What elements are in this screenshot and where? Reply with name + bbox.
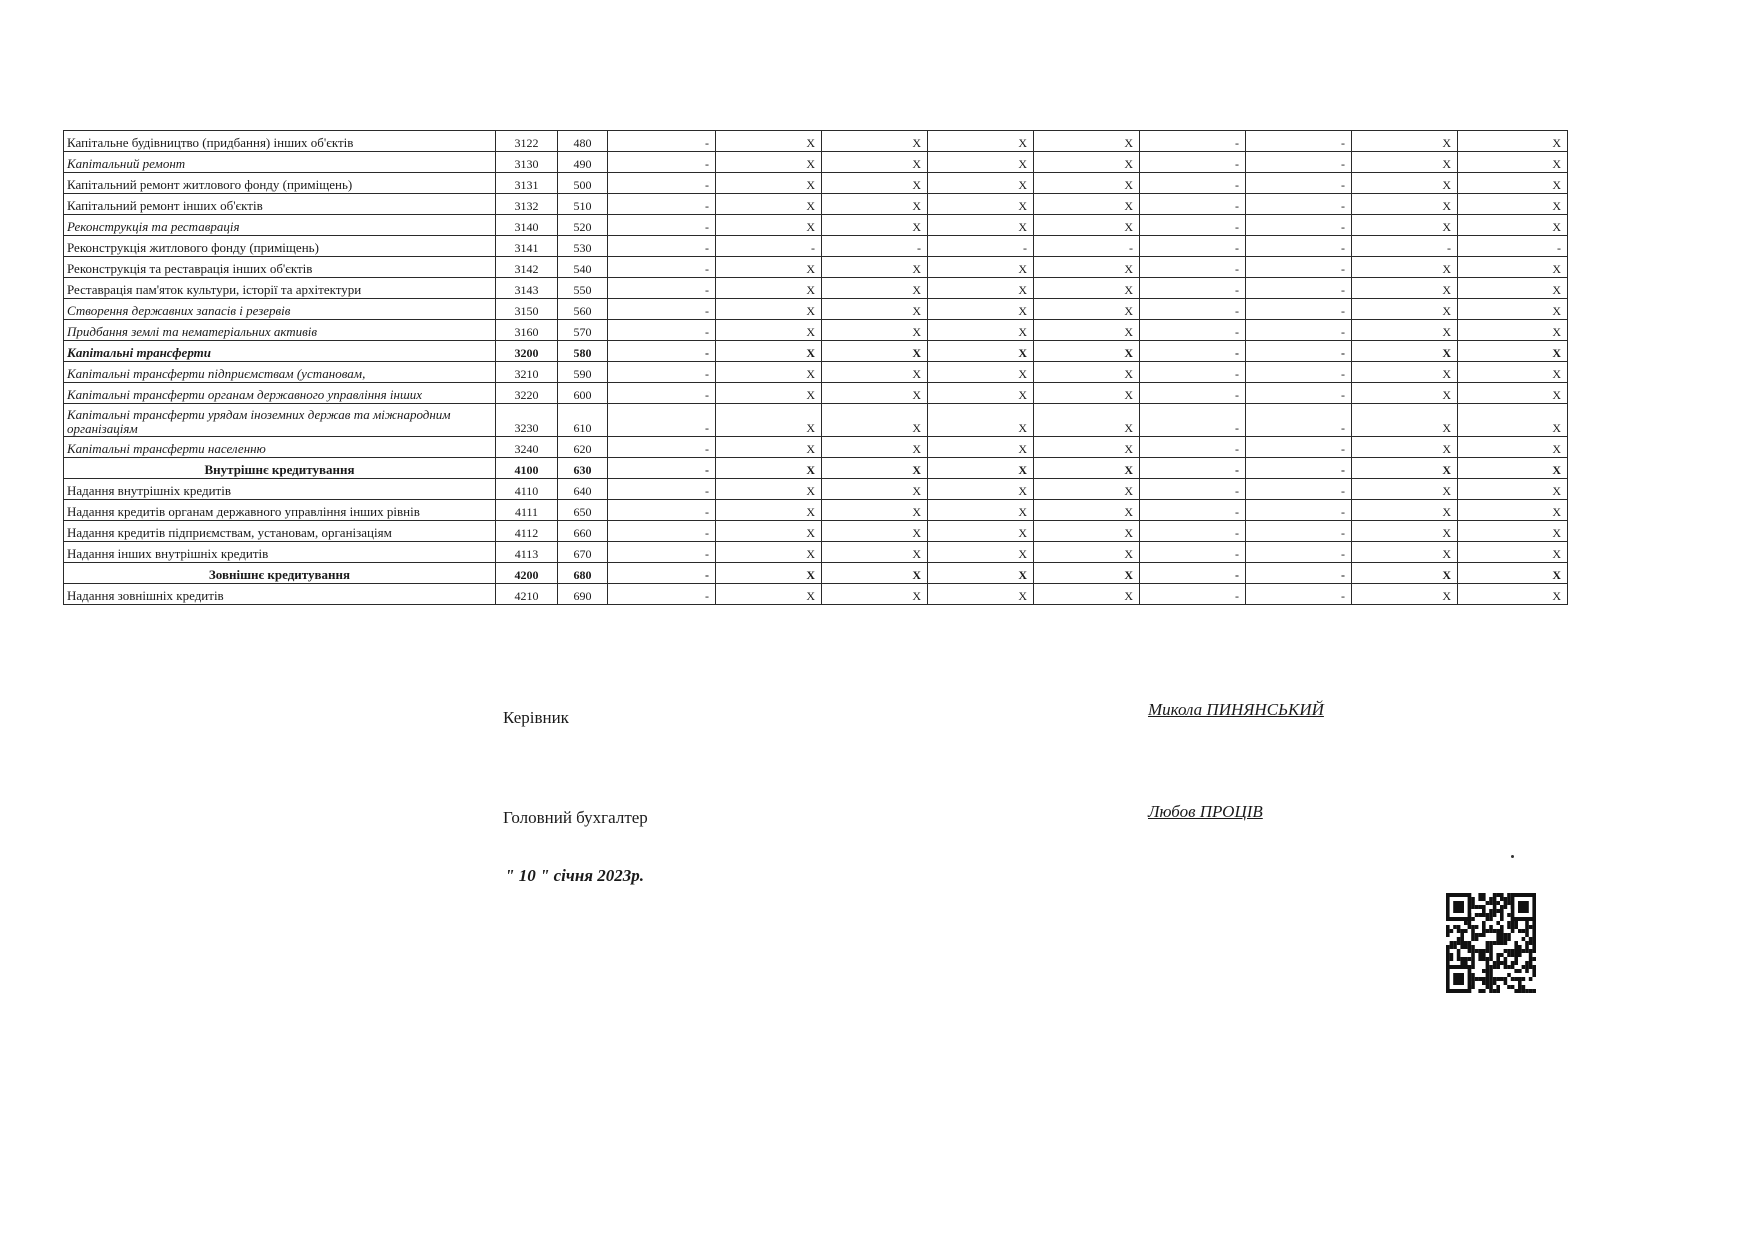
row-value: - bbox=[928, 236, 1034, 257]
row-line-code: 630 bbox=[558, 458, 608, 479]
row-value: X bbox=[1034, 320, 1140, 341]
row-value: X bbox=[1458, 173, 1568, 194]
row-value: X bbox=[1034, 131, 1140, 152]
row-value: X bbox=[928, 584, 1034, 605]
row-value: X bbox=[822, 152, 928, 173]
row-value: X bbox=[716, 479, 822, 500]
row-value: X bbox=[822, 278, 928, 299]
row-value: - bbox=[1140, 563, 1246, 584]
row-value: X bbox=[1352, 479, 1458, 500]
row-value: X bbox=[822, 215, 928, 236]
row-line-code: 680 bbox=[558, 563, 608, 584]
row-value: - bbox=[608, 299, 716, 320]
row-value: - bbox=[1140, 542, 1246, 563]
row-line-code: 650 bbox=[558, 500, 608, 521]
row-value: X bbox=[822, 383, 928, 404]
row-name: Надання кредитів органам державного управління інших рівнів bbox=[64, 500, 496, 521]
row-code: 3200 bbox=[496, 341, 558, 362]
row-value: X bbox=[716, 542, 822, 563]
row-value: X bbox=[716, 341, 822, 362]
head-name: Микола ПИНЯНСЬКИЙ bbox=[1148, 700, 1324, 719]
row-line-code: 570 bbox=[558, 320, 608, 341]
row-value: - bbox=[1140, 500, 1246, 521]
row-name: Капітальні трансферти населенню bbox=[64, 437, 496, 458]
row-value: X bbox=[1458, 320, 1568, 341]
row-value: - bbox=[1246, 362, 1352, 383]
table-row bbox=[64, 521, 1568, 542]
row-value: - bbox=[608, 362, 716, 383]
row-value: X bbox=[1352, 500, 1458, 521]
row-value: X bbox=[1352, 404, 1458, 437]
table-row bbox=[64, 215, 1568, 236]
row-code: 3140 bbox=[496, 215, 558, 236]
row-value: X bbox=[1034, 500, 1140, 521]
row-value: X bbox=[1352, 215, 1458, 236]
row-value: X bbox=[822, 542, 928, 563]
row-value: - bbox=[1140, 236, 1246, 257]
row-value: X bbox=[1034, 479, 1140, 500]
row-code: 4110 bbox=[496, 479, 558, 500]
row-value: X bbox=[1034, 521, 1140, 542]
row-code: 4200 bbox=[496, 563, 558, 584]
row-value: - bbox=[608, 479, 716, 500]
row-value: X bbox=[1034, 152, 1140, 173]
row-value: X bbox=[716, 194, 822, 215]
row-line-code: 590 bbox=[558, 362, 608, 383]
row-value: X bbox=[1352, 299, 1458, 320]
table-row bbox=[64, 362, 1568, 383]
row-value: X bbox=[928, 383, 1034, 404]
row-value: - bbox=[608, 521, 716, 542]
report-table bbox=[63, 130, 1568, 605]
row-value: X bbox=[1034, 458, 1140, 479]
accountant-name: Любов ПРОЦІВ bbox=[1148, 802, 1263, 821]
row-value: X bbox=[1352, 362, 1458, 383]
row-code: 3141 bbox=[496, 236, 558, 257]
row-name: Реконструкція житлового фонду (приміщень) bbox=[64, 236, 496, 257]
row-name: Капітальні трансферти урядам іноземних держав та міжнародним організаціям bbox=[64, 404, 496, 437]
row-value: X bbox=[1458, 521, 1568, 542]
row-value: X bbox=[1034, 404, 1140, 437]
row-value: - bbox=[1246, 437, 1352, 458]
row-value: X bbox=[822, 194, 928, 215]
row-value: X bbox=[1352, 458, 1458, 479]
row-value: - bbox=[608, 194, 716, 215]
row-value: X bbox=[1458, 215, 1568, 236]
table-row bbox=[64, 341, 1568, 362]
head-title: Керівник bbox=[503, 708, 569, 727]
table-row bbox=[64, 500, 1568, 521]
table-row bbox=[64, 194, 1568, 215]
row-value: X bbox=[928, 152, 1034, 173]
row-name: Капітальне будівництво (придбання) інших об'єктів bbox=[64, 131, 496, 152]
row-value: X bbox=[716, 584, 822, 605]
row-value: X bbox=[822, 500, 928, 521]
row-value: - bbox=[1140, 215, 1246, 236]
row-value: X bbox=[716, 278, 822, 299]
row-value: X bbox=[716, 521, 822, 542]
row-value: X bbox=[1458, 500, 1568, 521]
row-name: Надання інших внутрішніх кредитів bbox=[64, 542, 496, 563]
table-row bbox=[64, 479, 1568, 500]
row-value: X bbox=[1352, 278, 1458, 299]
row-line-code: 550 bbox=[558, 278, 608, 299]
row-value: X bbox=[822, 479, 928, 500]
row-value: X bbox=[822, 584, 928, 605]
row-value: X bbox=[1352, 152, 1458, 173]
row-value: - bbox=[608, 437, 716, 458]
row-value: - bbox=[1140, 362, 1246, 383]
row-value: - bbox=[822, 236, 928, 257]
row-line-code: 480 bbox=[558, 131, 608, 152]
row-line-code: 530 bbox=[558, 236, 608, 257]
row-value: X bbox=[1034, 257, 1140, 278]
row-value: - bbox=[1140, 584, 1246, 605]
row-value: X bbox=[1352, 521, 1458, 542]
row-line-code: 580 bbox=[558, 341, 608, 362]
row-value: - bbox=[608, 341, 716, 362]
row-line-code: 560 bbox=[558, 299, 608, 320]
row-value: X bbox=[822, 173, 928, 194]
row-value: X bbox=[1034, 299, 1140, 320]
row-value: - bbox=[1246, 479, 1352, 500]
row-value: X bbox=[1352, 320, 1458, 341]
table-row bbox=[64, 278, 1568, 299]
row-value: - bbox=[1140, 152, 1246, 173]
row-line-code: 690 bbox=[558, 584, 608, 605]
row-value: X bbox=[1352, 437, 1458, 458]
row-value: - bbox=[1246, 458, 1352, 479]
row-value: - bbox=[608, 278, 716, 299]
row-value: - bbox=[1140, 404, 1246, 437]
table-row bbox=[64, 299, 1568, 320]
row-value: - bbox=[1246, 320, 1352, 341]
stray-dot bbox=[1511, 855, 1514, 858]
row-value: X bbox=[822, 257, 928, 278]
row-code: 3132 bbox=[496, 194, 558, 215]
row-value: - bbox=[1246, 521, 1352, 542]
row-value: X bbox=[822, 437, 928, 458]
row-value: X bbox=[928, 404, 1034, 437]
row-value: X bbox=[716, 404, 822, 437]
row-code: 4111 bbox=[496, 500, 558, 521]
row-code: 3150 bbox=[496, 299, 558, 320]
row-value: X bbox=[1034, 341, 1140, 362]
row-name: Капітальні трансферти bbox=[64, 341, 496, 362]
row-code: 3130 bbox=[496, 152, 558, 173]
row-value: - bbox=[1246, 563, 1352, 584]
row-value: X bbox=[822, 563, 928, 584]
row-value: X bbox=[1458, 341, 1568, 362]
row-value: X bbox=[1352, 563, 1458, 584]
row-value: X bbox=[928, 341, 1034, 362]
row-code: 4210 bbox=[496, 584, 558, 605]
row-value: X bbox=[716, 257, 822, 278]
row-value: X bbox=[716, 320, 822, 341]
row-value: X bbox=[716, 299, 822, 320]
row-line-code: 600 bbox=[558, 383, 608, 404]
row-code: 3131 bbox=[496, 173, 558, 194]
row-value: X bbox=[822, 362, 928, 383]
row-value: - bbox=[1140, 194, 1246, 215]
table-row bbox=[64, 404, 1568, 437]
row-name: Внутрішнє кредитування bbox=[64, 458, 496, 479]
row-value: X bbox=[1458, 257, 1568, 278]
row-value: - bbox=[608, 563, 716, 584]
row-value: - bbox=[608, 257, 716, 278]
row-value: - bbox=[1246, 215, 1352, 236]
row-code: 4100 bbox=[496, 458, 558, 479]
row-line-code: 490 bbox=[558, 152, 608, 173]
row-value: - bbox=[608, 584, 716, 605]
row-value: X bbox=[928, 479, 1034, 500]
row-value: - bbox=[1352, 236, 1458, 257]
table-row bbox=[64, 584, 1568, 605]
row-value: X bbox=[1352, 173, 1458, 194]
row-name: Придбання землі та нематеріальних активів bbox=[64, 320, 496, 341]
row-value: X bbox=[1034, 362, 1140, 383]
row-value: - bbox=[608, 173, 716, 194]
row-value: X bbox=[1034, 383, 1140, 404]
row-code: 3210 bbox=[496, 362, 558, 383]
row-value: X bbox=[928, 194, 1034, 215]
table-row bbox=[64, 152, 1568, 173]
row-value: X bbox=[1352, 194, 1458, 215]
row-name: Надання кредитів підприємствам, установам, організаціям bbox=[64, 521, 496, 542]
row-value: X bbox=[716, 131, 822, 152]
row-name: Зовнішнє кредитування bbox=[64, 563, 496, 584]
table-row bbox=[64, 236, 1568, 257]
row-value: X bbox=[928, 131, 1034, 152]
row-value: - bbox=[1140, 521, 1246, 542]
table-row bbox=[64, 257, 1568, 278]
row-value: X bbox=[928, 257, 1034, 278]
row-value: X bbox=[928, 299, 1034, 320]
row-value: X bbox=[1034, 215, 1140, 236]
row-value: X bbox=[822, 404, 928, 437]
table-row bbox=[64, 383, 1568, 404]
row-value: X bbox=[1352, 257, 1458, 278]
row-name: Капітальні трансферти органам державного управління інших bbox=[64, 383, 496, 404]
table-row bbox=[64, 437, 1568, 458]
row-value: - bbox=[1246, 584, 1352, 605]
row-line-code: 520 bbox=[558, 215, 608, 236]
row-line-code: 510 bbox=[558, 194, 608, 215]
row-line-code: 640 bbox=[558, 479, 608, 500]
table-row bbox=[64, 563, 1568, 584]
row-value: X bbox=[1034, 584, 1140, 605]
row-value: X bbox=[928, 458, 1034, 479]
row-value: - bbox=[1246, 257, 1352, 278]
row-value: X bbox=[1458, 542, 1568, 563]
row-value: X bbox=[716, 173, 822, 194]
row-value: X bbox=[716, 383, 822, 404]
row-value: - bbox=[1246, 299, 1352, 320]
row-value: - bbox=[608, 383, 716, 404]
table-row bbox=[64, 320, 1568, 341]
row-name: Капітальний ремонт bbox=[64, 152, 496, 173]
row-value: - bbox=[1140, 383, 1246, 404]
row-value: X bbox=[1458, 563, 1568, 584]
row-value: X bbox=[716, 152, 822, 173]
row-value: - bbox=[608, 404, 716, 437]
table-row bbox=[64, 458, 1568, 479]
qr-code-icon bbox=[1446, 893, 1536, 993]
row-value: X bbox=[716, 563, 822, 584]
row-line-code: 660 bbox=[558, 521, 608, 542]
row-value: X bbox=[822, 299, 928, 320]
row-value: X bbox=[1352, 542, 1458, 563]
row-value: - bbox=[1140, 458, 1246, 479]
row-code: 4113 bbox=[496, 542, 558, 563]
row-value: X bbox=[1034, 542, 1140, 563]
row-value: X bbox=[928, 437, 1034, 458]
row-value: X bbox=[928, 215, 1034, 236]
row-value: - bbox=[1140, 320, 1246, 341]
row-code: 3240 bbox=[496, 437, 558, 458]
row-value: - bbox=[716, 236, 822, 257]
row-value: - bbox=[1246, 500, 1352, 521]
row-code: 3230 bbox=[496, 404, 558, 437]
row-value: X bbox=[928, 542, 1034, 563]
row-value: X bbox=[1458, 131, 1568, 152]
row-value: X bbox=[1458, 458, 1568, 479]
row-line-code: 620 bbox=[558, 437, 608, 458]
row-value: X bbox=[1458, 404, 1568, 437]
row-value: X bbox=[1034, 563, 1140, 584]
row-value: X bbox=[1034, 173, 1140, 194]
row-value: X bbox=[1034, 437, 1140, 458]
row-value: - bbox=[1246, 236, 1352, 257]
row-value: - bbox=[1140, 257, 1246, 278]
row-line-code: 500 bbox=[558, 173, 608, 194]
row-name: Капітальний ремонт житлового фонду (приміщень) bbox=[64, 173, 496, 194]
row-value: - bbox=[1246, 173, 1352, 194]
row-value: - bbox=[1140, 131, 1246, 152]
row-value: - bbox=[1140, 479, 1246, 500]
row-code: 4112 bbox=[496, 521, 558, 542]
row-value: X bbox=[928, 278, 1034, 299]
row-value: - bbox=[1246, 383, 1352, 404]
row-value: X bbox=[1458, 383, 1568, 404]
row-name: Створення державних запасів і резервів bbox=[64, 299, 496, 320]
row-value: - bbox=[608, 215, 716, 236]
row-value: X bbox=[1458, 194, 1568, 215]
row-value: - bbox=[1246, 278, 1352, 299]
row-line-code: 670 bbox=[558, 542, 608, 563]
row-value: - bbox=[608, 236, 716, 257]
row-value: - bbox=[1246, 131, 1352, 152]
table-row bbox=[64, 542, 1568, 563]
row-name: Капітальні трансферти підприємствам (установам, bbox=[64, 362, 496, 383]
row-value: X bbox=[1458, 278, 1568, 299]
row-value: X bbox=[822, 458, 928, 479]
row-name: Реставрація пам'яток культури, історії та архітектури bbox=[64, 278, 496, 299]
document-date: " 10 " січня 2023р. bbox=[505, 866, 645, 885]
row-value: X bbox=[716, 500, 822, 521]
row-value: X bbox=[928, 362, 1034, 383]
row-value: X bbox=[1458, 299, 1568, 320]
row-value: - bbox=[1140, 437, 1246, 458]
row-value: - bbox=[1034, 236, 1140, 257]
row-value: - bbox=[1458, 236, 1568, 257]
row-value: X bbox=[822, 341, 928, 362]
row-code: 3122 bbox=[496, 131, 558, 152]
row-value: - bbox=[1246, 341, 1352, 362]
row-value: X bbox=[1034, 194, 1140, 215]
row-value: - bbox=[1246, 152, 1352, 173]
row-name: Реконструкція та реставрація інших об'єктів bbox=[64, 257, 496, 278]
row-value: X bbox=[1458, 437, 1568, 458]
row-value: - bbox=[608, 542, 716, 563]
row-value: - bbox=[608, 131, 716, 152]
row-value: - bbox=[1140, 341, 1246, 362]
row-value: X bbox=[822, 131, 928, 152]
row-value: X bbox=[1458, 584, 1568, 605]
row-code: 3142 bbox=[496, 257, 558, 278]
row-value: X bbox=[928, 173, 1034, 194]
row-value: X bbox=[1352, 584, 1458, 605]
table-row bbox=[64, 173, 1568, 194]
row-value: X bbox=[716, 458, 822, 479]
row-value: X bbox=[1352, 341, 1458, 362]
row-value: X bbox=[1458, 479, 1568, 500]
row-value: - bbox=[1246, 404, 1352, 437]
row-value: X bbox=[1458, 152, 1568, 173]
row-value: X bbox=[716, 437, 822, 458]
row-name: Надання зовнішніх кредитів bbox=[64, 584, 496, 605]
row-name: Надання внутрішніх кредитів bbox=[64, 479, 496, 500]
row-line-code: 610 bbox=[558, 404, 608, 437]
row-name: Реконструкція та реставрація bbox=[64, 215, 496, 236]
row-value: X bbox=[1352, 131, 1458, 152]
row-value: X bbox=[928, 500, 1034, 521]
row-value: - bbox=[608, 320, 716, 341]
row-value: - bbox=[1246, 194, 1352, 215]
row-code: 3220 bbox=[496, 383, 558, 404]
row-value: X bbox=[1352, 383, 1458, 404]
row-value: X bbox=[1034, 278, 1140, 299]
row-name: Капітальний ремонт інших об'єктів bbox=[64, 194, 496, 215]
row-value: - bbox=[1140, 173, 1246, 194]
row-value: X bbox=[928, 320, 1034, 341]
row-value: - bbox=[608, 152, 716, 173]
row-value: X bbox=[928, 563, 1034, 584]
row-code: 3160 bbox=[496, 320, 558, 341]
row-value: X bbox=[928, 521, 1034, 542]
row-value: - bbox=[608, 458, 716, 479]
row-value: - bbox=[608, 500, 716, 521]
row-code: 3143 bbox=[496, 278, 558, 299]
row-value: - bbox=[1140, 299, 1246, 320]
row-value: X bbox=[716, 215, 822, 236]
row-value: X bbox=[822, 320, 928, 341]
row-value: X bbox=[822, 521, 928, 542]
row-value: - bbox=[1140, 278, 1246, 299]
row-line-code: 540 bbox=[558, 257, 608, 278]
row-value: X bbox=[716, 362, 822, 383]
row-value: X bbox=[1458, 362, 1568, 383]
accountant-title: Головний бухгалтер bbox=[503, 808, 648, 827]
table-row bbox=[64, 131, 1568, 152]
row-value: - bbox=[1246, 542, 1352, 563]
